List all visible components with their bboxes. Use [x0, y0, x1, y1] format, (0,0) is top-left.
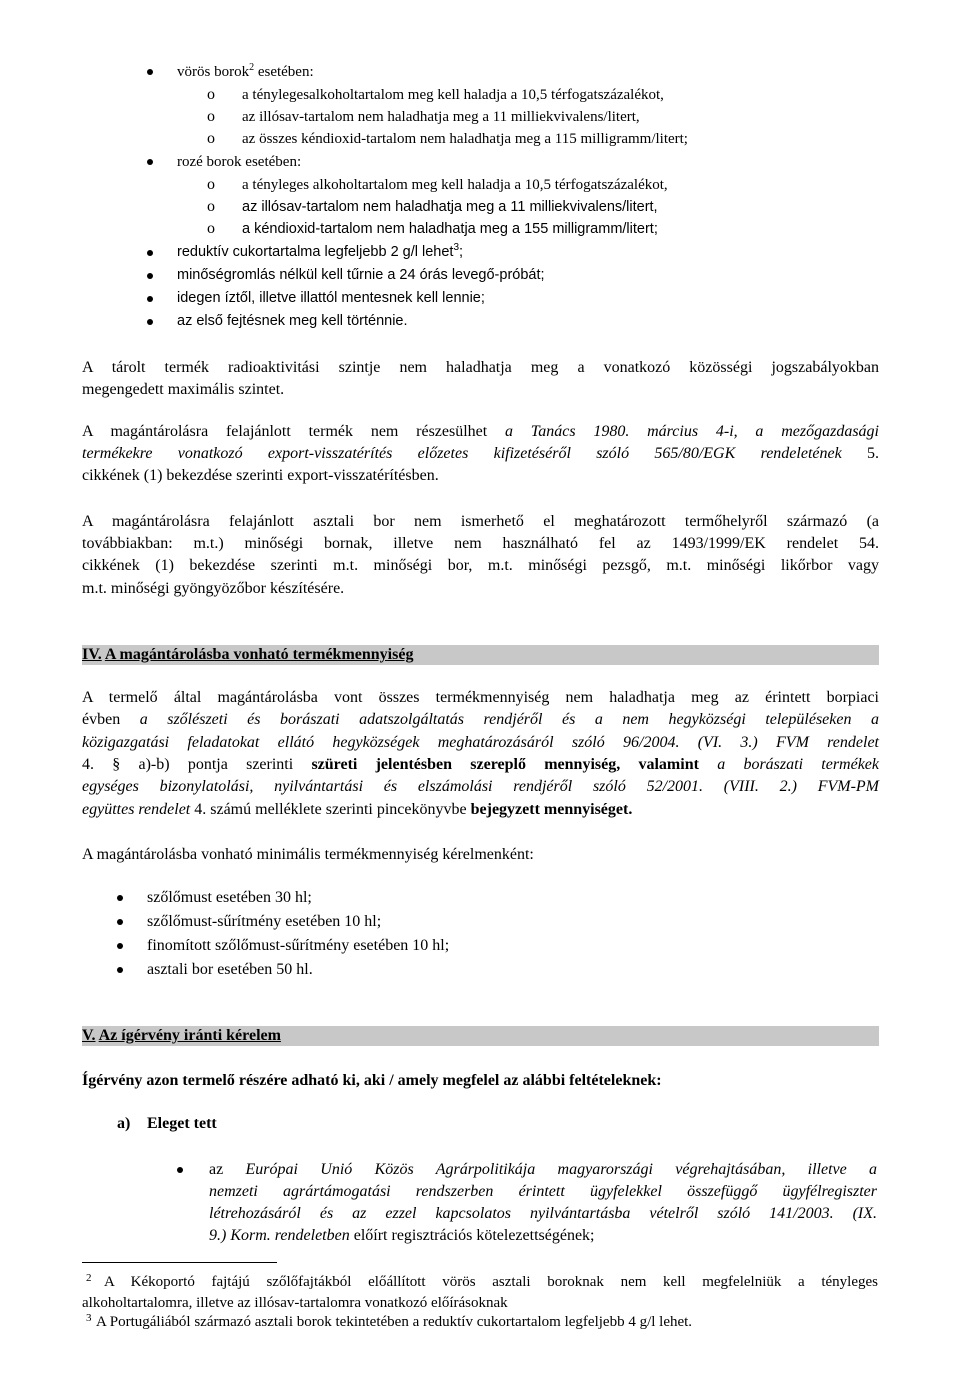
paragraph-line: termékekre vonatkozó export-visszatérítés előzetes kifizetéséről szóló 565/80/EGK rendeletének 5.: [82, 445, 879, 462]
circle-bullet-icon: o: [207, 86, 215, 103]
bullet-icon: [147, 296, 153, 302]
circle-bullet-icon: o: [207, 220, 215, 237]
paragraph-line: cikkének (1) bekezdése szerinti export-visszatérítésben.: [82, 467, 439, 484]
list-item: finomított szőlőmust-sűrítmény esetében 10 hl;: [147, 937, 450, 954]
footnote-number: 2: [86, 1272, 92, 1284]
bullet-icon: [147, 250, 153, 256]
circle-bullet-icon: o: [207, 198, 215, 215]
paragraph-line: az Európai Unió Közös Agrárpolitikája magyarországi végrehajtásában, illetve a: [209, 1161, 878, 1178]
bullet-icon: [147, 273, 153, 279]
section-heading-v: V. Az ígérvény iránti kérelem: [82, 1026, 879, 1046]
paragraph-line: [82, 776, 879, 798]
bullet-icon: [177, 1167, 183, 1173]
footnote-separator: [82, 1262, 277, 1263]
conditions-intro: Ígérvény azon termelő részére adható ki, aki / amely megfelel az alábbi feltételeknek:: [82, 1072, 662, 1089]
list-item: minőségromlás nélkül kell tűrnie a 24 órás levegő-próbát;: [177, 267, 545, 283]
footnote-line: A Portugáliából származó asztali borok tekintetében a reduktív cukortartalom legfeljebb 4 g/l lehet.: [96, 1314, 693, 1330]
paragraph-line: cikkének (1) bekezdése szerinti m.t. minőségi bor, m.t. minőségi pezsgő, m.t. minőségi likőrbor vagy: [82, 557, 879, 574]
list-item: idegen íztől, illetve illattól mentesnek kell lennie;: [177, 290, 485, 306]
legal-reference: egységes bizonylatolási, nyilvántartási és elszámolási rendjéről szóló 52/2001. (VIII. 2.) FVM-PM: [82, 778, 879, 795]
footnote-ref-2[interactable]: 2: [249, 62, 255, 73]
list-item: asztali bor esetében 50 hl.: [147, 961, 313, 978]
paragraph-line: A magántárolásra felajánlott asztali bor nem ismerhető el meghatározott termőhelyről származó (a: [82, 513, 879, 530]
subsection-a-label: a): [117, 1115, 131, 1132]
list-item: az illósav-tartalom nem haladhatja meg a 11 milliekvivalens/litert,: [242, 109, 640, 125]
paragraph-line: A tárolt termék radioaktivitási szintje nem haladhatja meg a vonatkozó közösségi jogszabályokban: [82, 359, 879, 376]
footnote-ref-3[interactable]: 3: [453, 242, 460, 253]
circle-bullet-icon: o: [207, 176, 215, 193]
paragraph-line: továbbiakban: m.t.) minőségi bornak, illetve nem használható fel az 1493/1999/EK rendelet 54.: [82, 535, 879, 552]
bullet-icon: [117, 895, 123, 901]
paragraph-line: évben a szőlészeti és borászati adatszolgáltatás rendjéről és a nem hegyközségi településeken a: [82, 711, 879, 728]
legal-reference: a Tanács 1980. március 4-i, a mezőgazdasági: [505, 423, 879, 440]
bullet-icon: [117, 943, 123, 949]
paragraph-line: A termelő által magántárolásba vont összes termékmennyiség nem haladhatja meg az érintett borpiaci: [82, 689, 879, 706]
bullet-icon: [147, 69, 153, 75]
list-item: szőlőmust-sűrítmény esetében 10 hl;: [147, 913, 382, 930]
list-item: a kéndioxid-tartalom nem haladhatja meg a 155 milligramm/litert;: [242, 221, 658, 237]
list-item-rose-wines: rozé borok esetében:: [177, 154, 302, 170]
circle-bullet-icon: o: [207, 130, 215, 147]
bullet-icon: [147, 159, 153, 165]
bullet-icon: [117, 919, 123, 925]
paragraph-line: nemzeti agrártámogatási rendszerben érintett ügyfelekkel összefüggő ügyfélregiszter: [209, 1183, 877, 1200]
legal-reference: Európai Unió Közös Agrárpolitikája magyarországi végrehajtásában, illetve a: [245, 1161, 878, 1178]
list-item-reductive-sugar: reduktív cukortartalma legfeljebb 2 g/l lehet$^3$;: [177, 242, 464, 260]
list-item: szőlőmust esetében 30 hl;: [147, 889, 312, 906]
paragraph-line: 4. § a)-b) pontja szerinti szüreti jelentésben szereplő mennyiség, valamint a borászati termékek: [82, 756, 880, 773]
legal-reference: termékekre vonatkozó export-visszatérítés előzetes kifizetéséről szóló 565/80/EGK rendeletének: [82, 445, 842, 462]
circle-bullet-icon: o: [207, 108, 215, 125]
list-item: az első fejtésnek meg kell történnie.: [177, 313, 408, 329]
footnote-line: A Kékoportó fajtájú szőlőfajtákból előállított vörös asztali boroknak nem kell megfelelniük a tényleges: [104, 1274, 878, 1290]
footnote-line: alkoholtartalomra, illetve az illósav-tartalomra vonatkozó előírásoknak: [82, 1295, 508, 1311]
paragraph-line: A magántárolásra felajánlott termék nem részesülhet a Tanács 1980. március 4-i, a mezőgazdasági: [82, 423, 879, 440]
paragraph-line: megengedett maximális szintet.: [82, 381, 285, 398]
bullet-icon: [147, 319, 153, 325]
list-item-red-wines: vörös borok$^2$ esetében:: [177, 62, 314, 80]
legal-reference: közigazgatási feladatokat ellátó hegyközségek meghatározásáról szóló 96/2004. (VI. 3.) FVM rendelet: [82, 734, 879, 751]
list-item: az illósav-tartalom nem haladhatja meg a 11 milliekvivalens/litert,: [242, 199, 658, 215]
paragraph-line: létrehozásáról és az ezzel kapcsolatos nyilvántartásba vételről szóló 141/2003. (IX.: [209, 1205, 877, 1222]
paragraph-line: együttes rendelet 4. számú melléklete szerinti pincekönyvbe bejegyzett mennyiséget.: [82, 801, 633, 818]
list-item: az összes kéndioxid-tartalom nem haladhatja meg a 115 milligramm/litert;: [242, 131, 688, 147]
paragraph-line: A magántárolásba vonható minimális termékmennyiség kérelmenként:: [82, 846, 534, 863]
paragraph-line: m.t. minőségi gyöngyözőbor készítésére.: [82, 580, 345, 597]
subsection-a-title: Eleget tett: [147, 1115, 217, 1132]
legal-reference: a szőlészeti és borászati adatszolgáltatás rendjéről és a nem hegyközségi településeken a: [139, 711, 879, 728]
section-heading-iv: IV. A magántárolásba vonható termékmennyiség: [82, 645, 879, 665]
paragraph-line: 9.) Korm. rendeletben előírt regisztrációs kötelezettségének;: [209, 1227, 595, 1244]
list-item: a ténylegesalkoholtartalom meg kell haladja a 10,5 térfogatszázalékot,: [242, 87, 664, 103]
paragraph-line: [82, 732, 879, 754]
list-item: a tényleges alkoholtartalom meg kell haladja a 10,5 térfogatszázalékot,: [242, 177, 668, 193]
bullet-icon: [117, 967, 123, 973]
footnote-number: 3: [86, 1312, 92, 1324]
